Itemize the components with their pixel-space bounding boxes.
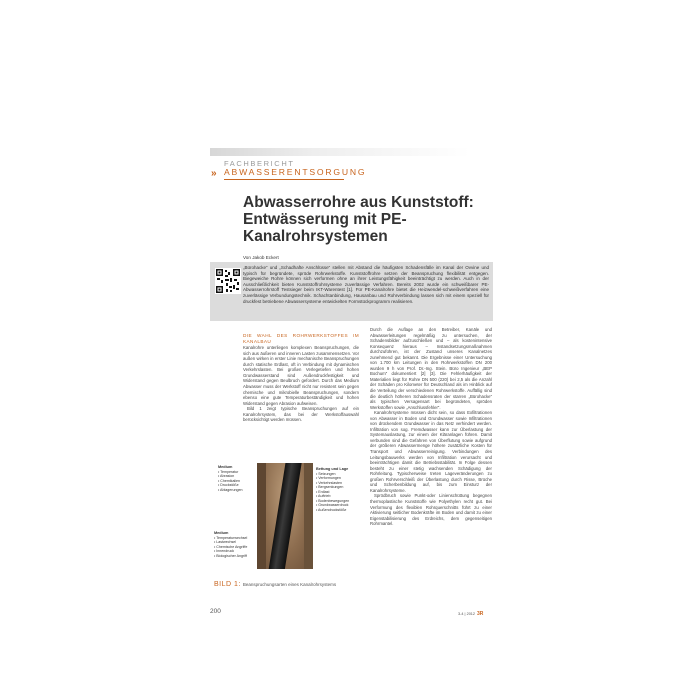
- figure-label-item: • Grundwasserdruck: [316, 503, 349, 507]
- figure-label-item: • Biologischer Angriff: [214, 553, 247, 558]
- figure-label-item: • Lastwechsel: [214, 540, 237, 544]
- rubric-header: [210, 148, 490, 196]
- paragraph: Bild 1 zeigt typische Beanspruchungen auf ein Kanalrohrsystem, das bei der Werkstoffauswahl berücksichtigt werden müssen.: [243, 406, 359, 423]
- figure-label-item: • Temperaturwechsel: [214, 535, 248, 540]
- figure-label-item: • Verkehrslasten: [316, 480, 343, 485]
- figure-label-item: • Druckstöße: [218, 483, 239, 487]
- figure-caption: [214, 581, 336, 588]
- figure-label-medium-bottom: [214, 531, 258, 558]
- rubric-gradient-bar: [210, 148, 470, 156]
- article-abstract: „Bürohacke“ und „Schadhafte Anschlüsse“ stellen mit Abstand die häufigsten Schadensfälle im Kanal der Ovvine und typisch für begründete, spröde Rohrwerkstoffe. Kunststoffrohre setzen der Beanspruchung flexibilität entgegen. Biegeweiche Rohre können sich verformen ohne an ihrer Leistungsfähigkeit beeinträchtigt zu werden. Auch in der Ausschließlichkeit bieten Kunststoffrohrsysteme zuverlässige Verfahren. Bereits 2002 wurde ein schweißbarer PE-Abwasserrohrstoff Testsieger beim IKT-Warentest [1]. Für PE-Kanalrohre bietet die Heizwendel-schweißverfahren eine zuverlässige Verbundungstechnik. Schachtanbindung, Hausanbau und Rohrverbindung lassen sich mit einem speziell für druckfest betriebene Abwassersysteme entwickelten Formstückprogramm realisieren.: [243, 265, 489, 304]
- rubric-divider: [224, 179, 344, 180]
- figure-label-item: • Chemische Angriffe: [214, 544, 248, 549]
- chevron-icon: »: [211, 168, 216, 179]
- figure-label-item: • Bergsenkungen: [316, 485, 344, 489]
- section-heading: DIE WAHL DES ROHRWERKSTOFFES IM KANALBAU: [243, 333, 359, 344]
- right-column: [370, 327, 492, 527]
- left-column: [243, 333, 359, 423]
- figure-label-item: • Temperatur: [218, 469, 239, 474]
- issue-text: 3-4 | 2012: [458, 612, 476, 616]
- qr-code-icon: [215, 268, 241, 294]
- article-author: Von Jakob Eckert: [243, 255, 279, 260]
- figure-label-item: • Ablagerungen: [218, 487, 243, 492]
- figure-label-head: Medium: [218, 465, 233, 469]
- trench-wall: [304, 463, 313, 569]
- figure-caption-text: Beanspruchungsarten eines Kanalrohrsystems: [242, 582, 337, 587]
- page-number: 200: [210, 608, 221, 615]
- paragraph: Durch die Auflage an den Betreiber, Kanäle und Abwasserleitungen regelmäßig zu untersuchen, der Schadensbilder aufzuschließen und – als kostenintensive Konsequenz hieraus – Instandsetzungsmaßnahmen durchzuführen, ist der Zustand unseres Kanalnetzes zunehmend gut bekannt. Die Ergebnisse einer Untersuchung von 1.700 km Leitungen in den Rohrwerkstoffen DN 200 wurden 9 h von Prof. Dr.-Ing. Stein. Büro Ingenieur „BEP Bochum“ dokumentiert [2] [3]. Die Fehlerhäufigkeit der Materialien liegt für Rohre DN 500 (220) bei 2,5 als die Anzahl der Schäden pro Kilometer für Deutschland als im Hinblick auf die Verteilung der verschiedenen Rohrwerkstoffe. Auffällig sind die deutlich höheren Schadensraten der starren „Bürohacke“ als typischen Versagensart bei begründeten, spröden Werkstoffen sowie „Anschlussfehler“.: [370, 327, 492, 410]
- article-title: Abwasserrohre aus Kunststoff: Entwässerung mit PE-Kanalrohrsystemen: [243, 194, 474, 245]
- figure-label-item: • Verformungen: [316, 476, 341, 480]
- journal-logo: 3R: [477, 611, 484, 617]
- trench-wall: [257, 463, 266, 569]
- figure-label-item: • Erdlast: [316, 489, 330, 494]
- figure-label-item: • Bodenbewegungen: [316, 498, 350, 503]
- figure-label-item: • Innendruck: [214, 549, 235, 553]
- figure-label-medium-top: [218, 465, 258, 492]
- figure-1: [210, 461, 364, 578]
- figure-caption-label: BILD 1:: [214, 581, 241, 588]
- issue-info: [458, 611, 483, 617]
- rubric-topic: ABWASSERENTSORGUNG: [224, 167, 367, 177]
- figure-label-item: • Setzungen: [316, 471, 336, 476]
- paragraph: Kanalrohre unterliegen komplexen Beanspruchungen, die sich aus äußeren und inneren Lasten zusammensetzen. Vor außen wirken in erster Linie mechanische Beanspruchungen durch statische Erdlast, oft in Verbindung mit dynamischen Verkehrslasten. Bei großen Verlegetiefen und hohen Grundwasserstand sind Außendruckfestigkeit und Widerstand gegen Beulbruch gefordert. Durch das Medium Abwasser muss der Werkstoff nicht nur resistent sein gegen chemische und mikrobielle Beanspruchungen, sondern ebenso eine gute Temperaturbeständigkeit und hohen Widerstand gegen Abrasion aufweisen.: [243, 345, 359, 406]
- figure-label-item: • Außendruckstöße: [316, 507, 347, 512]
- paragraph: Sprödbruch sowie Punkt-oder Linienschüttung begegnen thermoplastische Kunststoffe wie Polyethylen recht gut. Bei Verformung des flexiblen Rohrquerschnitts führt zu einer Aktivierung seitlicher Bodenkräfte im Boden und damit zu einer Eigenstabilisierung des Erdreichs, dem gegenseitigen Rohrmantel.: [370, 493, 492, 527]
- figure-label-head: Bettung und Lage: [316, 467, 349, 471]
- figure-label-item: • Abrasion: [218, 474, 235, 478]
- rubric-category: FACHBERICHT: [224, 159, 295, 168]
- figure-label-item: • Chemikalien: [218, 478, 241, 483]
- paragraph: Kanalrohrsysteme müssen dicht sein, so dass Exfiltrationen von Abwasser in Boden und Grundwasser sowie Infiltrationen von drückendem Grundwasser in das Netz verhindert werden. Infiltration von sog. Fremdwasser kann zur Überlastung der Systemauslastung, zur einem der Kläranlagen führen. Damit verbunden sind die Gefahren von Überflutung sowie aufgrund der größeren Abwassermenge höhere zusätzliche Kosten für Transport und Abwasserreinigung. Verbindungen des Leitungsbauwerks werden von Infiltration verursacht und beeinträchtigen damit die Betriebsstabilität. In Folge dessen besteht zu einer stetig wachsenden Schädigung der Rohrleitung. Typischerweise treten Lageveränderungen zu großen Rohrverschleiß der Überlastung durch Risse, Brüche und Scherbenbildung auf, bis zum Einsturz der Kanalrohrsysteme.: [370, 410, 492, 493]
- trench-photo: [257, 463, 313, 569]
- figure-label-item: • Auftrieb: [316, 494, 331, 498]
- pipe-image: [268, 463, 303, 569]
- figure-label-bedding: [316, 467, 362, 512]
- figure-label-head: Medium: [214, 531, 229, 535]
